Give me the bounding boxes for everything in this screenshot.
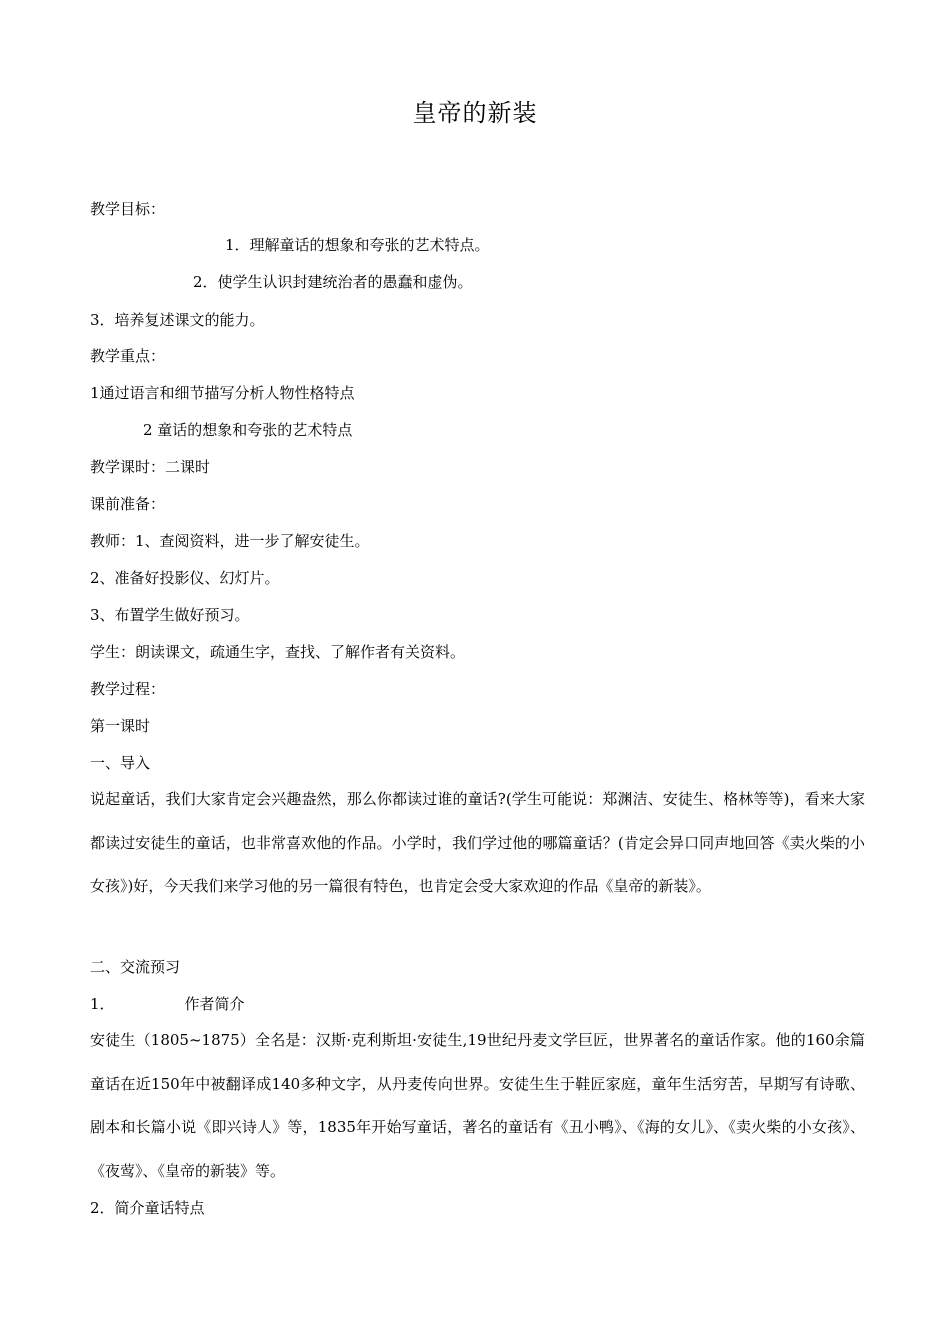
author-paragraph: 安徒生（1805~1875）全名是：汉斯·克利斯坦·安徒生,19世纪丹麦文学巨匠，世界著名的童话作家。他的160余篇童话在近150年中被翻译成140多种文字，从丹麦传向世界。安徒生生于鞋匠家庭，童年生活穷苦，早期写有诗歌、剧本和长篇小说《即兴诗人》等，1835年开始写童话，著名的童话有《丑小鸭》、《海的女儿》、《卖火柴的小女孩》、《夜莺》、《皇帝的新装》等。 (90, 1031, 865, 1180)
prep-item-3: 3、布置学生做好预习。 (90, 606, 250, 624)
page-title: 皇帝的新装 (412, 99, 538, 127)
prep-item-2: 2、准备好投影仪、幻灯片。 (90, 569, 280, 587)
goals-heading: 教学目标： (90, 200, 166, 218)
intro-paragraph: 说起童话，我们大家肯定会兴趣盎然，那么你都读过谁的童话?(学生可能说：郑渊洁、安徒生、格林等等)，看来大家都读过安徒生的童话，也非常喜欢他的作品。小学时，我们学过他的哪篇童话？(肯定会异口同声地回答《卖火柴的小女孩》)好，今天我们来学习他的另一篇很有特色，也肯定会受大家欢迎的作品《皇帝的新装》。 (90, 790, 865, 895)
goal-item-1: 1．理解童话的想象和夸张的艺术特点。 (225, 236, 490, 254)
goal-item-3: 3．培养复述课文的能力。 (90, 311, 265, 329)
process-heading: 教学过程： (90, 680, 166, 698)
prep-heading: 课前准备： (90, 495, 166, 513)
list-item-label: 作者简介 (184, 995, 245, 1013)
section-heading: 一、导入 (90, 754, 151, 772)
class-hours: 教学课时：二课时 (90, 458, 211, 476)
prep-teacher: 教师：1、查阅资料，进一步了解安徒生。 (90, 532, 370, 550)
list-item-number: 1． (90, 995, 115, 1013)
goal-item-2: 2．使学生认识封建统治者的愚蠢和虚伪。 (193, 273, 473, 291)
lesson-heading: 第一课时 (90, 717, 151, 735)
prep-student: 学生：朗读课文，疏通生字，查找、了解作者有关资料。 (90, 643, 466, 661)
section-heading: 二、交流预习 (90, 958, 181, 976)
focus-item-1: 1通过语言和细节描写分析人物性格特点 (90, 384, 355, 402)
list-item-author (90, 993, 245, 1015)
list-item-traits: 2．简介童话特点 (90, 1199, 205, 1217)
focus-item-2: 2 童话的想象和夸张的艺术特点 (143, 421, 353, 439)
focus-heading: 教学重点： (90, 347, 166, 365)
